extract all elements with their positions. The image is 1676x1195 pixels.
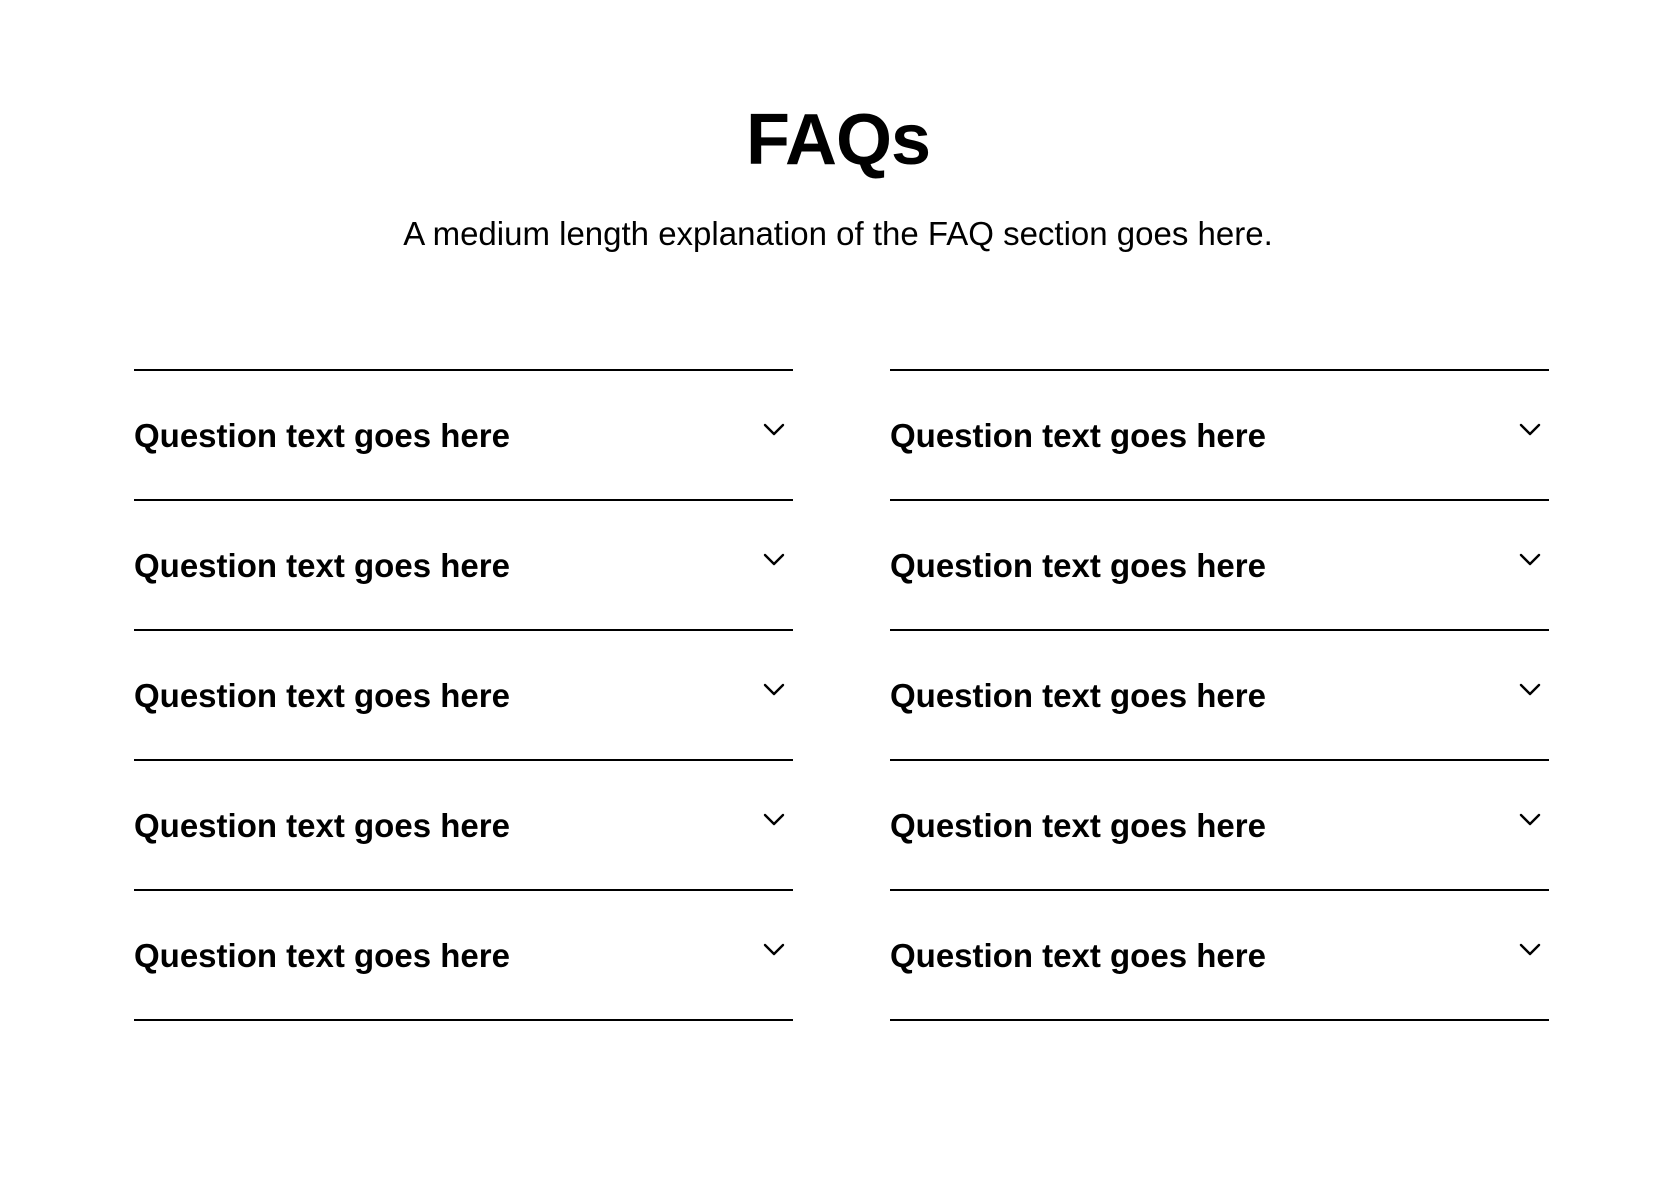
faq-question: Question text goes here bbox=[134, 547, 510, 584]
faq-question: Question text goes here bbox=[890, 677, 1266, 714]
faq-question: Question text goes here bbox=[134, 807, 510, 844]
chevron-down-icon[interactable] bbox=[761, 937, 787, 963]
faq-item[interactable] bbox=[134, 371, 793, 501]
chevron-down-icon[interactable] bbox=[1517, 547, 1543, 573]
faq-item[interactable] bbox=[890, 631, 1549, 761]
chevron-down-icon[interactable] bbox=[1517, 937, 1543, 963]
chevron-down-icon[interactable] bbox=[761, 547, 787, 573]
faq-question: Question text goes here bbox=[134, 417, 510, 454]
faq-question: Question text goes here bbox=[890, 417, 1266, 454]
page-title: FAQs bbox=[745, 100, 931, 180]
faq-question: Question text goes here bbox=[134, 677, 510, 714]
faq-item[interactable] bbox=[890, 371, 1549, 501]
faq-list-right bbox=[890, 369, 1549, 1021]
chevron-down-icon[interactable] bbox=[1517, 677, 1543, 703]
faq-question: Question text goes here bbox=[134, 937, 510, 974]
faq-item[interactable] bbox=[134, 761, 793, 891]
chevron-down-icon[interactable] bbox=[1517, 807, 1543, 833]
chevron-down-icon[interactable] bbox=[761, 807, 787, 833]
chevron-down-icon[interactable] bbox=[761, 417, 787, 443]
faq-list-left bbox=[134, 369, 793, 1021]
faq-question: Question text goes here bbox=[890, 937, 1266, 974]
faq-item[interactable] bbox=[890, 761, 1549, 891]
faq-question: Question text goes here bbox=[890, 547, 1266, 584]
faq-question: Question text goes here bbox=[890, 807, 1266, 844]
faq-item[interactable] bbox=[134, 891, 793, 1021]
faq-item[interactable] bbox=[890, 501, 1549, 631]
chevron-down-icon[interactable] bbox=[761, 677, 787, 703]
chevron-down-icon[interactable] bbox=[1517, 417, 1543, 443]
faq-item[interactable] bbox=[134, 631, 793, 761]
faq-item[interactable] bbox=[890, 891, 1549, 1021]
page-subtitle: A medium length explanation of the FAQ section goes here. bbox=[403, 215, 1273, 252]
faq-item[interactable] bbox=[134, 501, 793, 631]
